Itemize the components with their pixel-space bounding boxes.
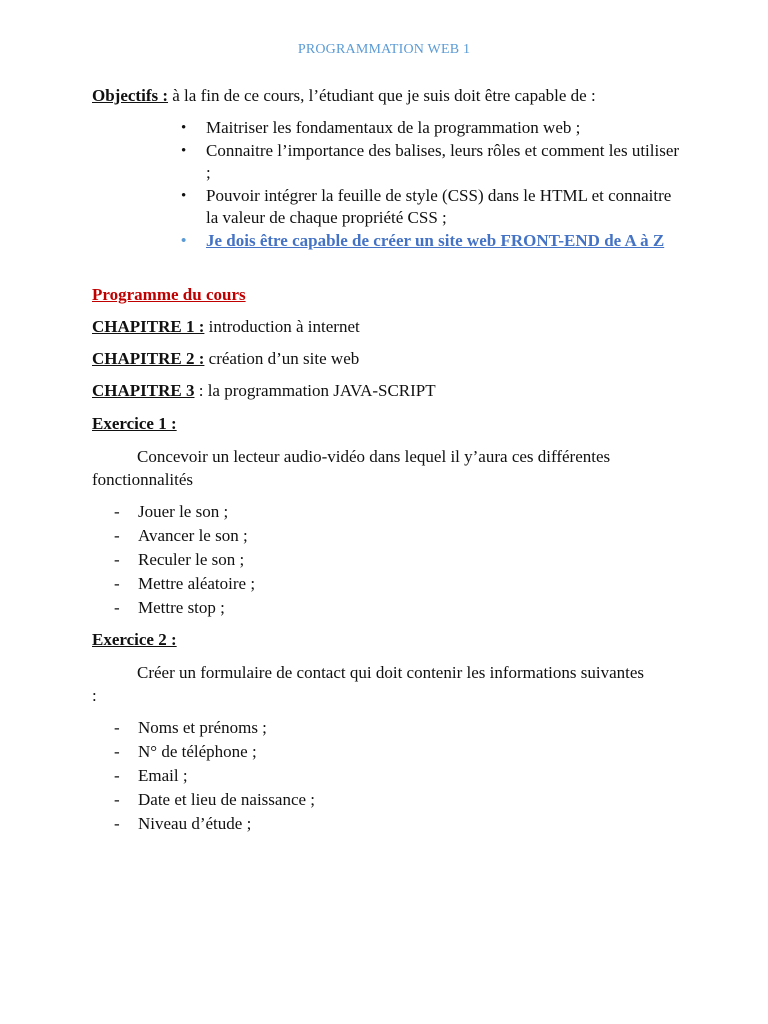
bullet-icon: • bbox=[181, 187, 187, 204]
objective-text: Connaitre l’importance des balises, leurs rôles et comment les utiliser ; bbox=[206, 140, 680, 182]
list-item bbox=[92, 788, 315, 812]
exercise-1-title: Exercice 1 : bbox=[92, 414, 177, 433]
list-item-text: N° de téléphone ; bbox=[138, 742, 257, 761]
dash-icon: - bbox=[114, 550, 120, 569]
list-item bbox=[92, 596, 255, 620]
exercise-2-description bbox=[92, 661, 652, 707]
chapter-3 bbox=[92, 380, 436, 402]
list-item bbox=[92, 812, 315, 836]
objective-text: Pouvoir intégrer la feuille de style (CSS) dans le HTML et connaitre la valeur de chaque propriété CSS ; bbox=[206, 185, 672, 227]
page-header-title: PROGRAMMATION WEB 1 bbox=[297, 42, 471, 57]
dash-icon: - bbox=[114, 742, 120, 761]
objective-item-highlight bbox=[181, 230, 686, 253]
chapter-text: : la programmation JAVA-SCRIPT bbox=[194, 381, 436, 400]
chapter-label: CHAPITRE 3 bbox=[92, 381, 195, 400]
chapter-2 bbox=[92, 348, 359, 370]
dash-icon: - bbox=[114, 574, 120, 593]
exercise-2-title: Exercice 2 : bbox=[92, 630, 177, 649]
dash-icon: - bbox=[114, 766, 120, 785]
chapter-label: CHAPITRE 1 : bbox=[92, 317, 205, 336]
chapter-1 bbox=[92, 316, 360, 338]
list-item-text: Jouer le son ; bbox=[138, 502, 229, 521]
chapter-text: introduction à internet bbox=[204, 317, 360, 336]
list-item-text: Mettre stop ; bbox=[138, 598, 225, 617]
bullet-icon: • bbox=[181, 142, 187, 159]
exercise-1-list bbox=[92, 500, 255, 620]
dash-icon: - bbox=[114, 526, 120, 545]
list-item bbox=[92, 740, 315, 764]
dash-icon: - bbox=[114, 814, 120, 833]
dash-icon: - bbox=[114, 598, 120, 617]
exercise-1-description bbox=[92, 445, 652, 491]
list-item bbox=[92, 764, 315, 788]
list-item-text: Mettre aléatoire ; bbox=[138, 574, 256, 593]
exercise-2-list bbox=[92, 716, 315, 836]
objective-item bbox=[181, 117, 686, 140]
objectives-list bbox=[181, 117, 686, 252]
list-item-text: Noms et prénoms ; bbox=[138, 718, 267, 737]
dash-icon: - bbox=[114, 790, 120, 809]
bullet-icon: • bbox=[181, 232, 187, 249]
programme-title: Programme du cours bbox=[92, 285, 246, 304]
objective-text: Je dois être capable de créer un site web FRONT-END de A à Z bbox=[206, 230, 665, 250]
list-item-text: Date et lieu de naissance ; bbox=[138, 790, 316, 809]
list-item-text: Niveau d’étude ; bbox=[138, 814, 252, 833]
chapter-label: CHAPITRE 2 : bbox=[92, 349, 205, 368]
list-item-text: Reculer le son ; bbox=[138, 550, 245, 569]
list-item bbox=[92, 524, 255, 548]
bullet-icon: • bbox=[181, 120, 187, 136]
list-item-text: Email ; bbox=[138, 766, 188, 785]
dash-icon: - bbox=[114, 718, 120, 737]
list-item-text: Avancer le son ; bbox=[138, 526, 248, 545]
chapter-text: création d’un site web bbox=[204, 349, 360, 368]
objectives-line bbox=[92, 85, 596, 107]
objectives-label: Objectifs : bbox=[92, 86, 169, 105]
objectives-intro: à la fin de ce cours, l’étudiant que je suis doit être capable de : bbox=[168, 86, 596, 105]
exercise-2-description-text: Créer un formulaire de contact qui doit contenir les informations suivantes : bbox=[92, 663, 645, 705]
objective-text: Maitriser les fondamentaux de la programmation web ; bbox=[206, 118, 581, 137]
list-item bbox=[92, 572, 255, 596]
list-item bbox=[92, 500, 255, 524]
objective-item bbox=[181, 185, 686, 230]
list-item bbox=[92, 548, 255, 572]
objective-item bbox=[181, 140, 686, 185]
dash-icon: - bbox=[114, 502, 120, 521]
exercise-1-description-text: Concevoir un lecteur audio-vidéo dans lequel il y’aura ces différentes fonctionnalités bbox=[92, 447, 611, 489]
list-item bbox=[92, 716, 315, 740]
